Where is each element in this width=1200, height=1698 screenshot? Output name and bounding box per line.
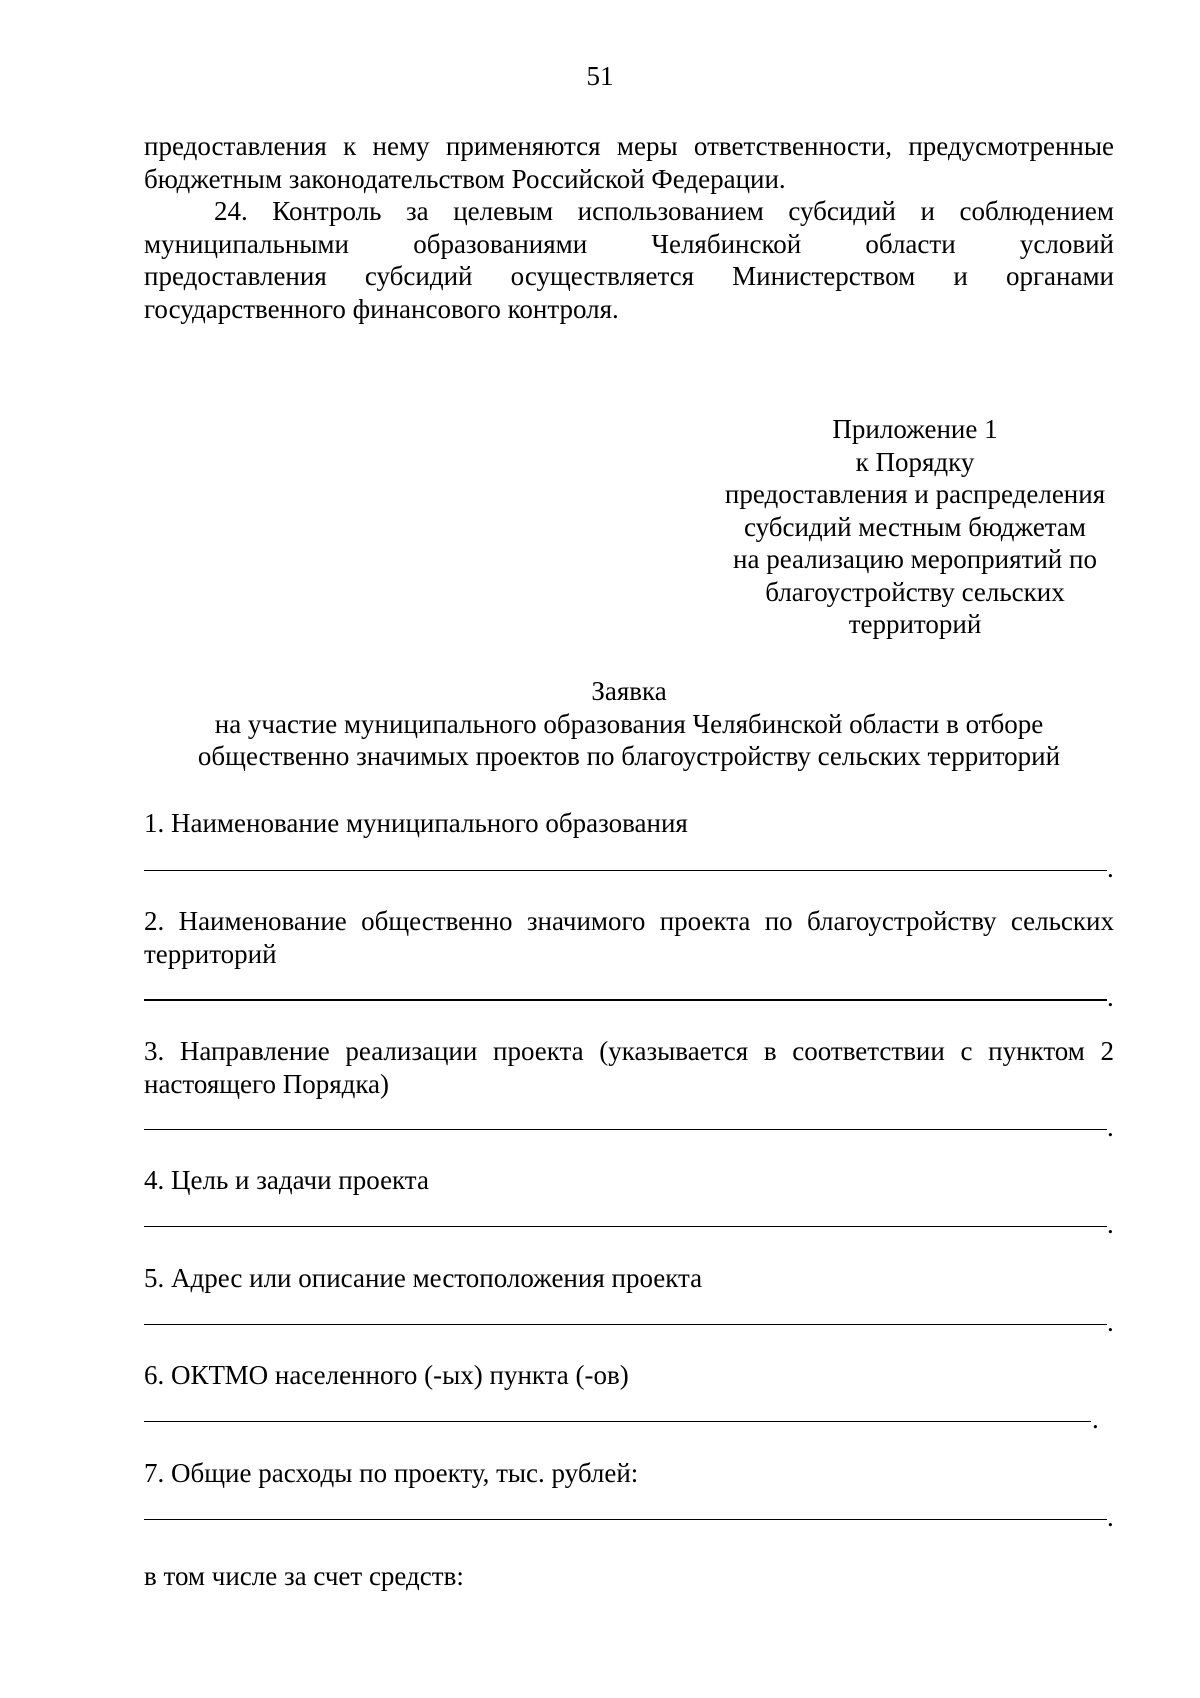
appendix-line-4: субсидий местным бюджетам xyxy=(743,511,1087,542)
form-item-3-terminator: . xyxy=(1107,1112,1114,1142)
appendix-line-3: предоставления и распределения xyxy=(724,479,1106,509)
appendix-line-6: благоустройству сельских xyxy=(765,576,1065,607)
appendix-header xyxy=(710,413,1120,641)
form-item-3-fill-line[interactable] xyxy=(144,1129,1107,1130)
form-item-4 xyxy=(144,1164,1114,1197)
paragraph-24-line-4: государственного финансового контроля. xyxy=(144,293,619,324)
form-title-line-2: на участие муниципального образования Челябинской области в отборе xyxy=(214,708,1044,739)
form-item-5-label: 5. Адрес или описание местоположения проекта xyxy=(144,1263,703,1293)
form-item-4-terminator: . xyxy=(1107,1209,1114,1239)
appendix-line-5: на реализацию мероприятий по xyxy=(733,544,1097,574)
form-item-7-fill-line[interactable] xyxy=(144,1519,1107,1520)
form-item-5-fill-line[interactable] xyxy=(144,1324,1107,1325)
appendix-line-2: к Порядку xyxy=(855,446,975,477)
form-item-4-label: 4. Цель и задачи проекта xyxy=(144,1165,429,1195)
form-item-6-label: 6. ОКТМО населенного (-ых) пункта (-ов) xyxy=(144,1360,629,1390)
funding-sources-label: в том числе за счет средств: xyxy=(144,1561,464,1591)
form-title-line-1: Заявка xyxy=(591,676,667,706)
appendix-line-7: территорий xyxy=(848,609,982,639)
paragraph-24 xyxy=(144,195,1114,325)
intro-paragraph: предоставления к нему применяются меры ответственности, предусмотренные бюджетным законодательством Российской Федерации. xyxy=(144,131,1114,194)
paragraph-24-line-2: муниципальными образованиями Челябинской области условий xyxy=(144,228,1114,259)
form-item-3-label-line-2: настоящего Порядка) xyxy=(144,1068,390,1099)
intro-paragraph-block xyxy=(144,130,1114,195)
appendix-line-1: Приложение 1 xyxy=(832,414,998,444)
form-item-2-label-line-2: территорий xyxy=(144,938,277,969)
form-item-1 xyxy=(144,807,1114,840)
form-item-6 xyxy=(144,1359,1114,1392)
page-number: 51 xyxy=(586,61,614,91)
form-item-7 xyxy=(144,1457,1114,1490)
form-item-5 xyxy=(144,1262,1114,1295)
form-item-3 xyxy=(144,1035,1114,1100)
form-item-7-label: 7. Общие расходы по проекту, тыс. рублей: xyxy=(144,1458,639,1488)
form-item-1-fill-line[interactable] xyxy=(144,870,1107,871)
form-item-2-terminator: . xyxy=(1107,982,1114,1012)
form-item-2-label-line-1: 2. Наименование общественно значимого проекта по благоустройству сельских xyxy=(144,906,1114,936)
paragraph-24-line-1: 24. Контроль за целевым использованием субсидий и соблюдением xyxy=(214,196,1114,226)
form-title xyxy=(144,675,1114,773)
form-item-2-fill-line[interactable] xyxy=(144,999,1107,1001)
form-item-6-fill-line[interactable] xyxy=(144,1421,1091,1422)
form-item-7-terminator: . xyxy=(1107,1502,1114,1532)
form-title-line-3: общественно значимых проектов по благоустройству сельских территорий xyxy=(197,741,1061,771)
form-item-5-terminator: . xyxy=(1107,1307,1114,1337)
form-item-1-terminator: . xyxy=(1107,853,1114,883)
form-item-3-label-line-1: 3. Направление реализации проекта (указывается в соответствии с пунктом 2 xyxy=(144,1036,1114,1066)
paragraph-24-line-3: предоставления субсидий осуществляется Министерством и органами xyxy=(144,261,1114,291)
form-item-6-terminator: . xyxy=(1092,1404,1099,1434)
form-item-2 xyxy=(144,905,1114,970)
form-item-1-label: 1. Наименование муниципального образования xyxy=(144,808,688,838)
form-item-4-fill-line[interactable] xyxy=(144,1226,1107,1227)
